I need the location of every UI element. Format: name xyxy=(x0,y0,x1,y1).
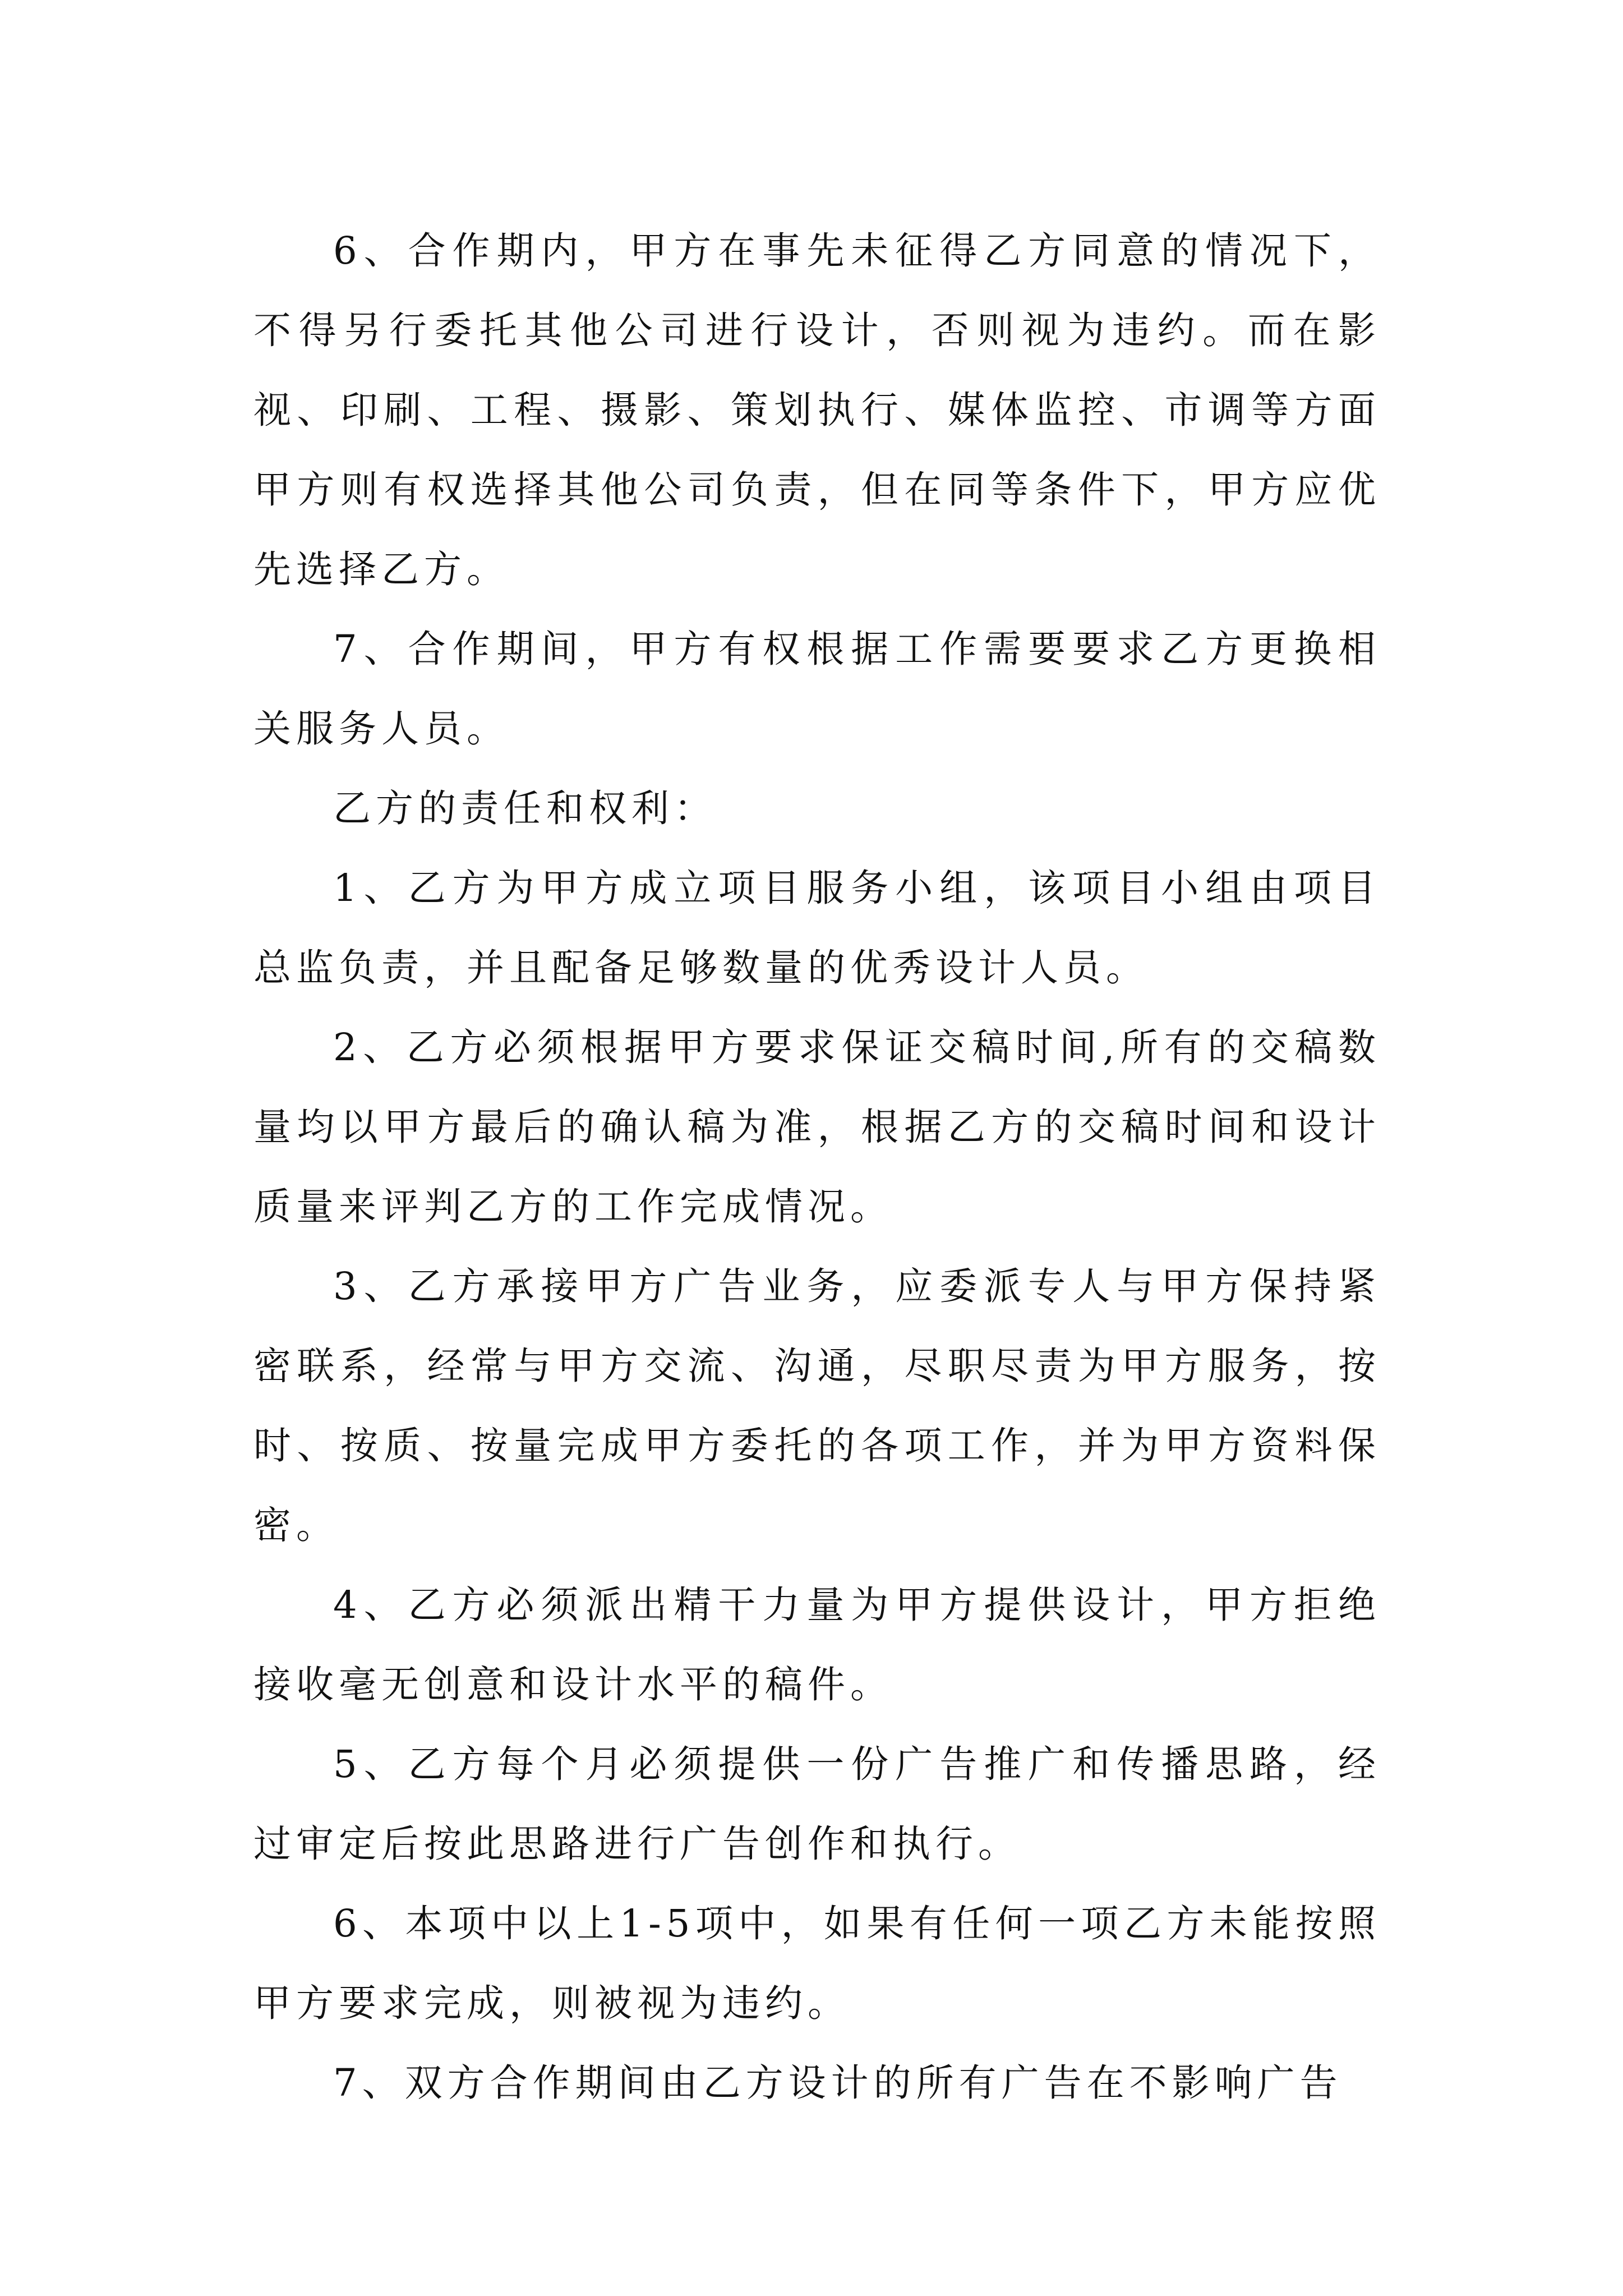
paragraph-party-b-item-3: 3、乙方承接甲方广告业务，应委派专人与甲方保持紧密联系，经常与甲方交流、沟通，尽职尽责为甲方服务，按时、按质、按量完成甲方委托的各项工作，并为甲方资料保密。 xyxy=(253,1264,1381,1547)
paragraph-party-a-item-7: 7、合作期间，甲方有权根据工作需要要求乙方更换相关服务人员。 xyxy=(253,627,1381,751)
paragraph-party-a-item-6: 6、合作期内，甲方在事先未征得乙方同意的情况下，不得另行委托其他公司进行设计，否则视为违约。而在影视、印刷、工程、摄影、策划执行、媒体监控、市调等方面甲方则有权选择其他公司负责，但在同等条件下，甲方应优先选择乙方。 xyxy=(253,229,1381,591)
paragraph-party-b-item-4: 4、乙方必须派出精干力量为甲方提供设计，甲方拒绝接收毫无创意和设计水平的稿件。 xyxy=(253,1583,1381,1706)
paragraph-party-b-item-5: 5、乙方每个月必须提供一份广告推广和传播思路，经过审定后按此思路进行广告创作和执行。 xyxy=(253,1742,1381,1866)
section-heading-party-b-responsibilities: 乙方的责任和权利： xyxy=(333,786,717,830)
paragraph-party-b-item-7: 7、双方合作期间由乙方设计的所有广告在不影响广告 xyxy=(333,2061,1343,2105)
document-body xyxy=(253,211,1381,2123)
paragraph-party-b-item-1: 1、乙方为甲方成立项目服务小组，该项目小组由项目总监负责，并且配备足够数量的优秀设计人员。 xyxy=(253,866,1381,990)
paragraph-party-b-item-6: 6、本项中以上1-5项中，如果有任何一项乙方未能按照甲方要求完成，则被视为违约。 xyxy=(253,1902,1381,2025)
paragraph-party-b-item-2: 2、乙方必须根据甲方要求保证交稿时间,所有的交稿数量均以甲方最后的确认稿为准，根据乙方的交稿时间和设计质量来评判乙方的工作完成情况。 xyxy=(253,1025,1381,1228)
